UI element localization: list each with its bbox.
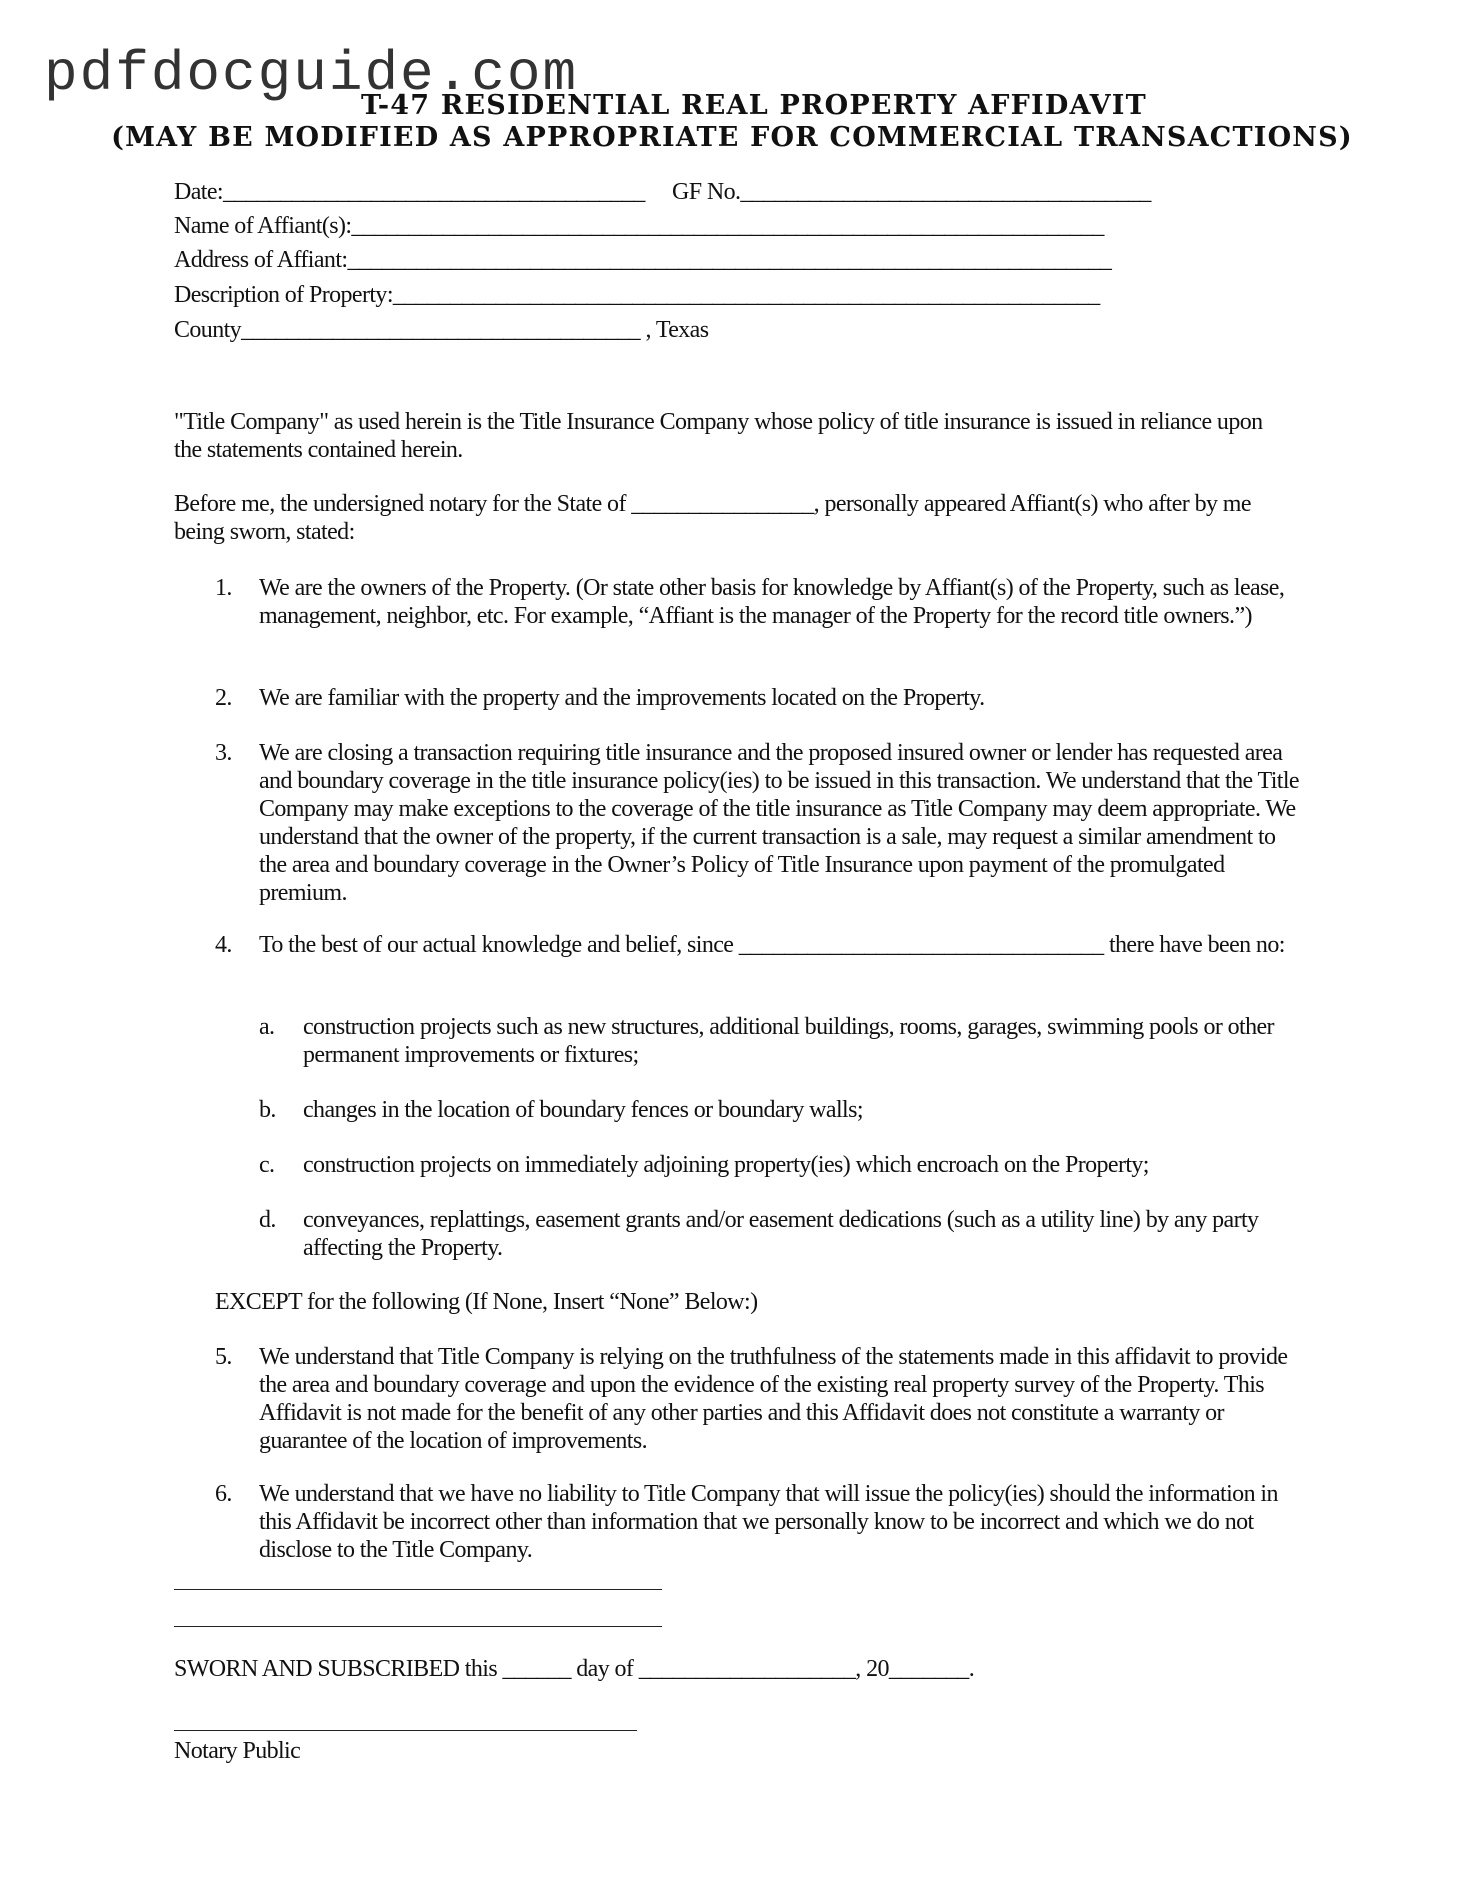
subitem-text: conveyances, replattings, easement grants and/or easement dedications (such as a utility line) by any party affecting the Property. bbox=[303, 1207, 1259, 1261]
subitem-text: construction projects on immediately adjoining property(ies) which encroach on the Property; bbox=[303, 1152, 1149, 1178]
item-text: We are familiar with the property and the improvements located on the Property. bbox=[259, 685, 985, 711]
subitem-text: changes in the location of boundary fences or boundary walls; bbox=[303, 1097, 863, 1123]
notary-signature-line[interactable] bbox=[174, 1730, 637, 1731]
item-number: 2. bbox=[215, 685, 232, 711]
item-number: 5. bbox=[215, 1344, 232, 1370]
except-clause: EXCEPT for the following (If None, Insert “None” Below:) bbox=[215, 1289, 758, 1315]
item-text: We are the owners of the Property. (Or state other basis for knowledge by Affiant(s) of the Property, such as lease, management, neighbor, etc. For example, “Affiant is the manager of the Property for the record title owners.”) bbox=[259, 575, 1285, 629]
watermark: pdfdocguide.com bbox=[44, 42, 579, 106]
item-number: 4. bbox=[215, 932, 232, 958]
affiant-signature-line-2[interactable] bbox=[174, 1626, 662, 1627]
subitem-letter: a. bbox=[259, 1014, 275, 1040]
gf-number-field[interactable]: GF No.____________________________________ bbox=[672, 179, 1151, 205]
affiant-signature-line-1[interactable] bbox=[174, 1589, 662, 1590]
subitem-text: construction projects such as new structures, additional buildings, rooms, garages, swimming pools or other permanent improvements or fixtures; bbox=[303, 1014, 1274, 1068]
title-line-2: (MAY BE MODIFIED AS APPROPRIATE FOR COMMERCIAL TRANSACTIONS) bbox=[111, 122, 1353, 153]
item-text: We are closing a transaction requiring title insurance and the proposed insured owner or lender has requested area and boundary coverage in the title insurance policy(ies) to be issued in this transaction. We understand that the Title Company may make exceptions to the coverage of the title insurance as Title Company may deem appropriate. We understand that the owner of the property, if the current transaction is a sale, may request a similar amendment to the area and boundary coverage in the Owner’s Policy of Title Insurance upon payment of the promulgated premium. bbox=[259, 740, 1299, 906]
item-number: 6. bbox=[215, 1481, 232, 1507]
item-text: We understand that Title Company is relying on the truthfulness of the statements made in this affidavit to provide the area and boundary coverage and upon the evidence of the existing real property survey of the Property. This Affidavit is not made for the benefit of any other parties and this Affidavit does not constitute a warranty or guarantee of the location of improvements. bbox=[259, 1344, 1288, 1454]
property-description-field[interactable]: Description of Property:______________________________________________________________ bbox=[174, 282, 1100, 308]
oath-paragraph: Before me, the undersigned notary for the State of ________________, personally appeared Affiant(s) who after by me being sworn, stated: bbox=[174, 491, 1251, 545]
title-line-1: T-47 RESIDENTIAL REAL PROPERTY AFFIDAVIT bbox=[361, 90, 1147, 121]
item-text: We understand that we have no liability to Title Company that will issue the policy(ies) should the information in this Affidavit be incorrect other than information that we personally know to be incorrect and which we do not disclose to the Title Company. bbox=[259, 1481, 1278, 1563]
item-number: 1. bbox=[215, 575, 232, 601]
affiant-address-field[interactable]: Address of Affiant:___________________________________________________________________ bbox=[174, 247, 1112, 273]
notary-public-label: Notary Public bbox=[174, 1738, 301, 1764]
item-text: To the best of our actual knowledge and belief, since ________________________________ there have been no: bbox=[259, 932, 1285, 958]
title-company-definition: "Title Company" as used herein is the Title Insurance Company whose policy of title insurance is issued in reliance upon the statements contained herein. bbox=[174, 409, 1263, 463]
subitem-letter: c. bbox=[259, 1152, 275, 1178]
county-field[interactable]: County___________________________________ , Texas bbox=[174, 317, 709, 343]
subitem-letter: b. bbox=[259, 1097, 276, 1123]
sworn-subscribed-line: SWORN AND SUBSCRIBED this ______ day of ___________________, 20_______. bbox=[174, 1656, 975, 1682]
item-number: 3. bbox=[215, 740, 232, 766]
affiant-name-field[interactable]: Name of Affiant(s):__________________________________________________________________ bbox=[174, 213, 1104, 239]
subitem-letter: d. bbox=[259, 1207, 276, 1233]
date-field[interactable]: Date:_____________________________________ bbox=[174, 179, 645, 205]
